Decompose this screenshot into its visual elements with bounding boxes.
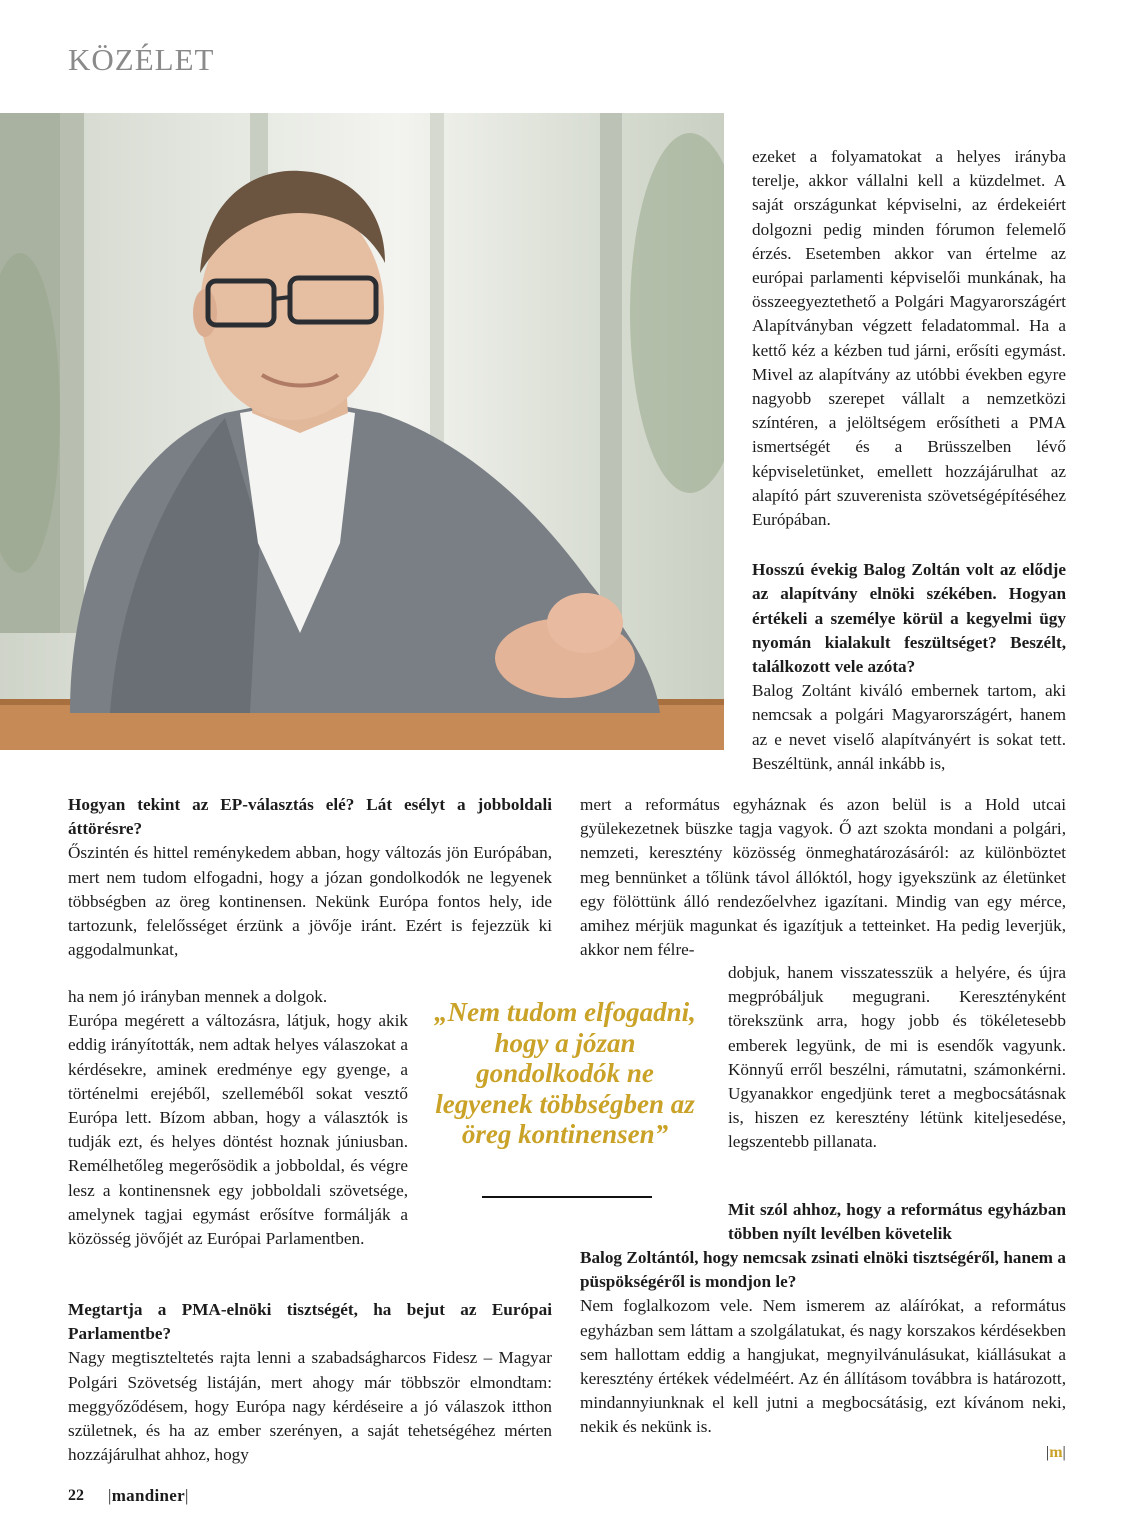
pull-quote-rule bbox=[482, 1196, 652, 1198]
interview-question: Megtartja a PMA-elnöki tisztségét, ha bejut az Európai Parlamentbe? bbox=[68, 1300, 552, 1344]
brand-name: mandiner bbox=[111, 1486, 185, 1505]
left-column-middle bbox=[68, 985, 408, 1251]
question-lead bbox=[728, 1198, 1066, 1246]
answer-paragraph: Európa megérett a változásra, látjuk, hogy akik eddig irányították, nem adtak helyes válaszokat a kérdésekre, aminek eredménye egy gyenge, a történelmi erejéből, szelleméből sokat vesztő Európa lett. Bízom abban, hogy a választók is tudják ezt, és helyes döntést hoznak júniusban. Remélhetőleg megerősödik a jobboldal, és végre lesz a kontinensnek egy jobboldali szövetsége, amelynek tagjai egymást erősítve formálják a közösség jövőjét az Európai Parlamentben. bbox=[68, 1011, 408, 1249]
answer-paragraph: dobjuk, hanem visszatesszük a helyére, és újra megpróbáljuk megugrani. Keresztényként törekszünk arra, hogy jobb és tökéletesebb emberek legyünk, de mi is esendők vagyunk. Könnyű erről beszélni, rámutatni, számonkérni. Ugyanakkor engedjünk teret a megbocsátásnak is, hiszen ez keresztény létünk kiteljesedése, legszentebb pillanata. bbox=[728, 963, 1066, 1152]
section-label: KÖZÉLET bbox=[68, 42, 215, 77]
interview-question: Mit szól ahhoz, hogy a református egyházban többen nyílt levélben követelik bbox=[728, 1200, 1066, 1244]
answer-paragraph: mert a református egyháznak és azon belül is a Hold utcai gyülekezetnek büszke tagja vagyok. Ő azt szokta mondani a polgári, nemzeti, keresztény közösség önmeghatározásáról: az különböztet meg bennünket a tőlünk távol állóktól, hogy igyekszünk az életünket egy fölöttünk álló rendezőelvhez igazítani. Mindig van egy mérce, amihez mérjük magunkat és igazítjuk a tetteinket. Ha pedig leverjük, akkor nem félre- bbox=[580, 795, 1066, 960]
pull-quote: „Nem tudom elfogadni, hogy a józan gondolkodók ne legyenek többségben az öreg kontinensen” bbox=[434, 997, 696, 1149]
end-mark: |m| bbox=[1046, 1444, 1066, 1461]
interview-question: Hosszú évekig Balog Zoltán volt az elődje az alapítvány elnöki székében. Hogyan értékeli a személye körül a kegyelmi ügy nyomán kialakult feszültséget? Beszélt, találkozott vele azóta? bbox=[752, 560, 1066, 677]
answer-paragraph: Nem foglalkozom vele. Nem ismerem az aláírókat, a református egyházban sem láttam a szolgálatukat, és nagy korszakos kérdésekben sem hallottam eddig a hangjukat, megnyilvánulásukat, kiállásukat a keresztény értékek védelméért. Az én állításom továbbra is határozott, mindannyiunknak el kell jutni a megbocsátásig, ezt kívánom neki, nekik és nekünk is. bbox=[580, 1296, 1066, 1437]
answer-paragraph: Balog Zoltánt kiváló embernek tartom, aki nemcsak a polgári Magyarországért, hanem az e nevet viselő alapítványért is sokat tett. Beszéltünk, annál inkább is, bbox=[752, 681, 1066, 773]
portrait-photo bbox=[0, 113, 724, 750]
interview-question: Balog Zoltántól, hogy nemcsak zsinati elnöki tisztségéről, hanem a püspökségéről is mondjon le? bbox=[580, 1248, 1066, 1292]
page-number: 22 bbox=[68, 1487, 84, 1504]
left-column-top bbox=[68, 793, 552, 962]
answer-paragraph: ha nem jó irányban mennek a dolgok. bbox=[68, 987, 328, 1006]
left-column-bottom bbox=[68, 1298, 552, 1467]
answer-paragraph: Nagy megtiszteltetés rajta lenni a szabadságharcos Fidesz – Magyar Polgári Szövetség listáján, mert ahogy már többször elmondtam: meggyőződésem, hogy Európa nagy kérdéseire a jó válaszok itthon születnek, és ha az ember szerényen, a saját tehetségéhez mérten hozzájárulhat ahhoz, hogy bbox=[68, 1348, 552, 1465]
end-mark-letter: m bbox=[1049, 1444, 1063, 1461]
answer-paragraph: Őszintén és hittel reménykedem abban, hogy változás jön Európában, mert nem tudom elfogadni, hogy a józan gondolkodók ne legyenek többségben az öreg kontinensen. Nekünk Európa fontos hely, ide tartozunk, felelősséget érzünk a jövője iránt. Ezért is fejezzük ki aggodalmunkat, bbox=[68, 843, 552, 960]
right-column-middle bbox=[728, 961, 1066, 1155]
brand-logo: |mandiner| bbox=[108, 1486, 189, 1505]
answer-paragraph: ezeket a folyamatokat a helyes irányba terelje, akkor vállalni kell a küzdelmet. A saját országunkat képviselni, az érdekeiért dolgozni pedig minden fórumon felemelő érzés. Esetemben akkor van értelme az európai parlamenti képviselői munkának, ha összeegyeztethető a Polgári Magyarországért Alapítványban végzett feladatommal. Ha a kettő kéz a kézben tud járni, erősíti egymást. Mivel az alapítvány az utóbbi években egyre nagyobb szerepet vállalt a nemzetközi színtéren, a jelöltségem erősítheti a PMA ismertségét és a Brüsszelben lévő képviseletünket, emellett hozzájárulhat az alapító párt szuverenista szövetségépítéséhez Európában. bbox=[752, 147, 1066, 530]
bottom-column bbox=[580, 1246, 1066, 1440]
interview-question: Hogyan tekint az EP-választás elé? Lát esélyt a jobboldali áttörésre? bbox=[68, 795, 552, 839]
right-column-top bbox=[752, 145, 1066, 776]
middle-column bbox=[580, 793, 1066, 962]
